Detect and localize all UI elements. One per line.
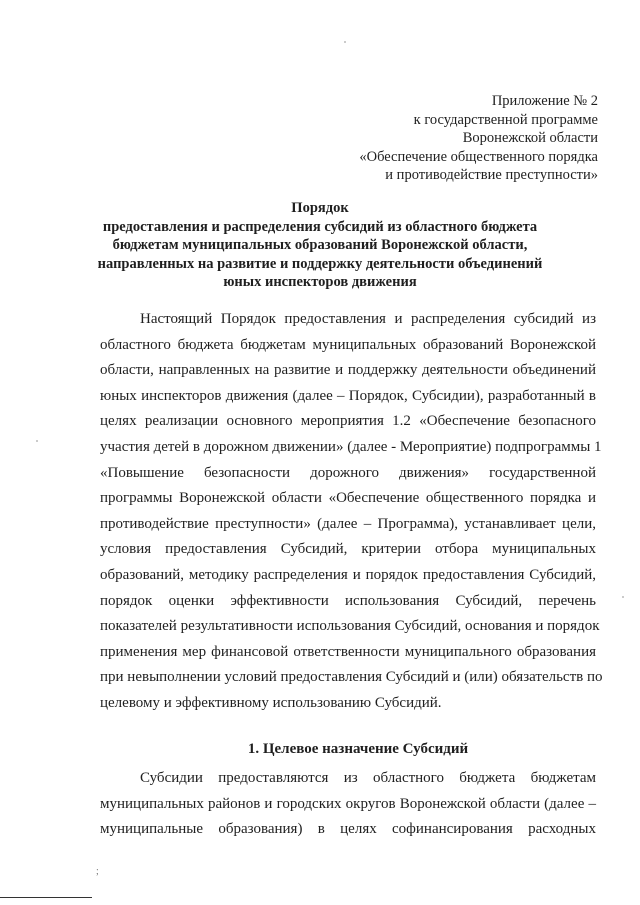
paragraph-line: показателей результативности использования Субсидий, основания и порядок: [100, 618, 600, 635]
paragraph-line: условия предоставления Субсидий, критерии отбора муниципальных: [100, 541, 596, 558]
paragraph-line: целевому и эффективному использованию Субсидий.: [100, 694, 442, 711]
footer-rule: [0, 897, 92, 898]
paragraph-line: юных инспекторов движения (далее – Порядок, Субсидии), разработанный в: [100, 387, 596, 404]
scan-speck: [622, 596, 624, 598]
title-line: Порядок: [291, 200, 349, 216]
title-line: юных инспекторов движения: [223, 274, 417, 290]
paragraph-line: Субсидии предоставляются из областного бюджета бюджетам: [140, 770, 596, 786]
section-heading: 1. Целевое назначение Субсидий: [247, 741, 469, 757]
paragraph-line: «Повышение безопасности дорожного движения» государственной: [100, 464, 596, 481]
paragraph-line: образований, методику распределения и порядок предоставления Субсидий,: [100, 566, 596, 583]
appendix-line: к государственной программе: [413, 111, 598, 128]
paragraph-line: применения мер финансовой ответственности муниципального образования: [100, 643, 596, 660]
title-line: бюджетам муниципальных образований Воронежской области,: [112, 237, 528, 253]
paragraph-line: муниципальные образования) в целях софинансирования расходных: [100, 821, 596, 838]
paragraph-line: противодействие преступности» (далее – Программа), устанавливает цели,: [100, 515, 596, 532]
paragraph-line: области, направленных на развитие и поддержку деятельности объединений: [100, 362, 596, 379]
document-title: [60, 199, 580, 292]
appendix-line: Воронежской области: [462, 130, 598, 146]
paragraph-line: участия детей в дорожном движении» (далее - Мероприятие) подпрограммы 1: [100, 438, 602, 455]
paragraph-line: порядок оценки эффективности использования Субсидий, перечень: [100, 592, 596, 609]
appendix-line: и противодействие преступности»: [385, 167, 598, 183]
paragraph-line: Настоящий Порядок предоставления и распределения субсидий из: [140, 311, 596, 327]
paragraph-line: при невыполнении условий предоставления Субсидий и (или) обязательств по: [100, 669, 603, 686]
margin-mark: ;: [96, 866, 99, 877]
section-1-paragraph: [100, 766, 596, 843]
paragraph-line: областного бюджета бюджетам муниципальных образований Воронежской: [100, 336, 596, 353]
paragraph-line: программы Воронежской области «Обеспечение общественного порядка и: [100, 490, 596, 507]
appendix-line: «Обеспечение общественного порядка: [359, 148, 598, 165]
paragraph-line: целях реализации основного мероприятия 1.2 «Обеспечение безопасного: [100, 413, 596, 430]
intro-paragraph: [100, 307, 603, 717]
scan-speck: [344, 41, 346, 43]
title-line: предоставления и распределения субсидий из областного бюджета: [102, 218, 538, 235]
paragraph-line: муниципальных районов и городских округов Воронежской области (далее –: [100, 795, 596, 812]
title-line: направленных на развитие и поддержку деятельности объединений: [97, 255, 543, 272]
appendix-line: Приложение № 2: [491, 93, 598, 109]
scan-speck: [36, 440, 38, 442]
appendix-header: [359, 92, 598, 185]
